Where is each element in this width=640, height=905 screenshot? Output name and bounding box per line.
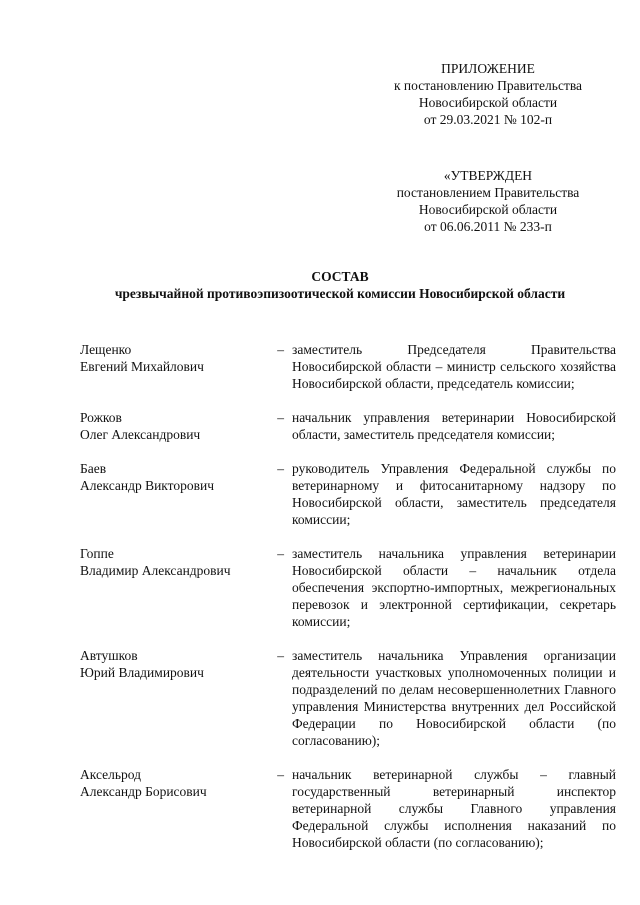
member-dash: – [277,461,284,476]
member-row [80,766,616,851]
member-dash: – [277,767,284,782]
member-row [80,545,616,630]
approved-line-3: от 06.06.2011 № 233-п [424,219,552,234]
member-given-names: Юрий Владимирович [80,665,204,680]
approval-block [372,60,604,128]
member-given-names: Александр Борисович [80,784,207,799]
member-row [80,341,616,392]
member-surname: Рожков [80,410,122,425]
member-surname: Гоппе [80,546,114,561]
member-given-names: Евгений Михайлович [80,359,204,374]
approved-block [372,167,604,235]
member-role: заместитель Председателя Правительства Новосибирской области – министр сельского хозяйства Новосибирской области, председатель комиссии; [292,342,616,391]
member-name [80,647,260,681]
member-dash: – [277,342,284,357]
approved-label: «УТВЕРЖДЕН [443,168,533,183]
title-subheading: чрезвычайной противоэпизоотической комиссии Новосибирской области [114,286,566,301]
member-name [80,766,260,800]
title-heading: СОСТАВ [311,269,369,284]
member-row [80,460,616,528]
member-role: начальник ветеринарной службы – главный государственный ветеринарный инспектор ветеринарной службы Главного управления Федеральной службы исполнения наказаний по Новосибирской области (по согласованию); [292,767,616,850]
member-role: заместитель начальника управления ветеринарии Новосибирской области – начальник отдела обеспечения экспортно-импортных, межрегиональных перевозок и электронной сертификации, секретарь комиссии; [292,546,616,629]
member-name [80,545,260,579]
member-surname: Аксельрод [80,767,141,782]
approved-line-2: Новосибирской области [418,202,558,217]
member-given-names: Александр Викторович [80,478,215,493]
member-name [80,409,260,443]
member-dash: – [277,648,284,663]
document-title [40,268,640,302]
member-dash: – [277,410,284,425]
member-role: заместитель начальника Управления организации деятельности участковых уполномоченных полиции и подразделений по делам несовершеннолетних Главного управления Министерства внутренних дел Российской Федерации по Новосибирской области (по согласованию); [292,648,616,748]
member-given-names: Олег Александрович [80,427,201,442]
approval-line-3: от 29.03.2021 № 102-п [423,112,553,127]
member-surname: Лещенко [80,342,132,357]
approved-line-1: постановлением Правительства [396,185,580,200]
member-dash: – [277,546,284,561]
member-name [80,460,260,494]
member-role: начальник управления ветеринарии Новосибирской области, заместитель председателя комиссии; [292,410,616,442]
member-row [80,647,616,749]
members-list [80,341,616,868]
approval-line-2: Новосибирской области [418,95,558,110]
member-role: руководитель Управления Федеральной службы по ветеринарному и фитосанитарному надзору по Новосибирской области, заместитель председателя комиссии; [292,461,616,527]
member-surname: Баев [80,461,107,476]
member-row [80,409,616,443]
member-surname: Автушков [80,648,138,663]
member-given-names: Владимир Александрович [80,563,231,578]
approval-label: ПРИЛОЖЕНИЕ [441,61,535,76]
approval-line-1: к постановлению Правительства [393,78,583,93]
member-name [80,341,260,375]
